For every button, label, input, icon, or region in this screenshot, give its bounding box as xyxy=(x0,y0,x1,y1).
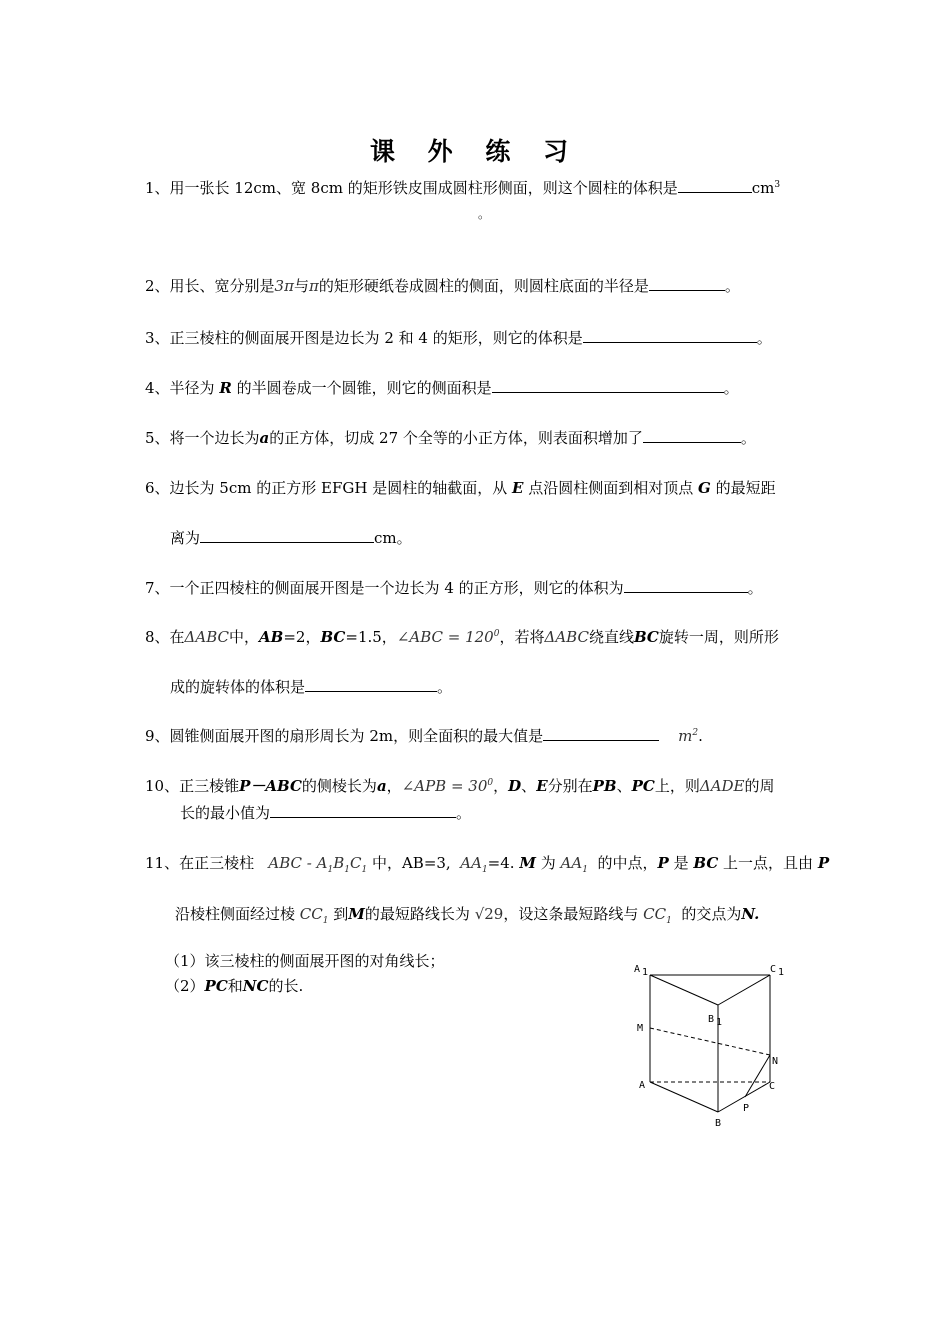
label-b: B xyxy=(715,1118,722,1129)
q10-text-8: 的周 xyxy=(744,777,775,795)
q5-text-post: 的正方体，切成 27 个全等的小正方体，则表面积增加了 xyxy=(269,429,643,447)
label-p: P xyxy=(743,1103,750,1114)
question-3 xyxy=(145,327,772,348)
q10-text-7: 上，则 xyxy=(654,777,700,795)
q10-var-a: a xyxy=(376,777,387,795)
q2-math-b: π xyxy=(308,277,319,295)
q11-sub2-and: 和 xyxy=(227,977,243,995)
question-4 xyxy=(145,377,739,398)
q9-unit: m xyxy=(678,727,693,745)
q8-math-degree: 0 xyxy=(493,629,500,639)
label-a1-sub: 1 xyxy=(642,967,649,978)
q10-text-3: ， xyxy=(493,777,509,795)
q8-math-triangle-2: ΔABC xyxy=(544,628,589,646)
q8-text-3: =1.5， xyxy=(345,628,397,646)
q8-text: 8、在 xyxy=(145,628,185,646)
q11-math-sqrt: √29 xyxy=(474,905,504,923)
label-b1-sub: 1 xyxy=(716,1017,723,1028)
page-title: 课 外 练 习 xyxy=(369,137,581,166)
q3-text: 3、正三棱柱的侧面展开图是边长为 2 和 4 的矩形，则它的体积是 xyxy=(145,329,583,347)
question-2 xyxy=(145,275,740,296)
q11-line2-text-e: 的交点为 xyxy=(681,905,742,923)
question-10 xyxy=(145,775,775,796)
q6-line2-text: 离为 xyxy=(170,529,201,547)
q10-var-pyramid: P－ABC xyxy=(239,777,302,795)
q4-var-r: R xyxy=(219,379,232,397)
q11-math-c1: C xyxy=(349,854,362,872)
q1-blank xyxy=(678,177,752,193)
q8-var-ab: AB xyxy=(259,628,284,646)
q6-text-post: 的最短距 xyxy=(715,479,776,497)
q4-end: 。 xyxy=(723,379,739,397)
q10-math-degree: 0 xyxy=(487,778,494,788)
q5-text: 5、将一个边长为 xyxy=(145,429,260,447)
q7-blank xyxy=(624,577,748,593)
label-c: C xyxy=(769,1081,776,1092)
edge-ab xyxy=(650,1082,718,1112)
q8-end: 。 xyxy=(437,678,453,696)
q11-text-6: 上一点，且由 xyxy=(723,854,814,872)
label-c1: C xyxy=(770,964,777,975)
label-n: N xyxy=(772,1056,779,1067)
q11-sub-6: 1 xyxy=(322,916,329,926)
q1-unit-sup: 3 xyxy=(774,180,781,190)
label-c1-sub: 1 xyxy=(778,967,785,978)
q11-subquestion-1: （1）该三棱柱的侧面展开图的对角线长； xyxy=(165,952,445,970)
q11-line2-text-c: 的最短路线长为 xyxy=(364,905,470,923)
q11-sub-3: 1 xyxy=(361,865,368,875)
q6-text-mid: 点沿圆柱侧面到相对顶点 xyxy=(528,479,694,497)
q8-text-6: 旋转一周，则所形 xyxy=(658,628,779,646)
q3-end: 。 xyxy=(756,329,772,347)
q10-math-triangle: ΔADE xyxy=(699,777,745,795)
q8-blank xyxy=(305,676,437,692)
path-mn xyxy=(650,1028,770,1055)
q2-text-and: 与 xyxy=(293,277,309,295)
q11-text-5: 是 xyxy=(673,854,689,872)
q7-end: 。 xyxy=(747,579,763,597)
q10-math-angle: ∠APB = 30 xyxy=(401,777,488,795)
q11-math-cc1-2: CC xyxy=(643,905,667,923)
q11-line2-text-d: ，设这条最短路线与 xyxy=(503,905,639,923)
q10-var-d: D xyxy=(508,777,522,795)
q8-var-bc-2: BC xyxy=(633,628,659,646)
q3-blank xyxy=(583,327,757,343)
q11-math-aa1: AA xyxy=(460,854,482,872)
q10-blank xyxy=(270,802,456,818)
q10-end: 。 xyxy=(456,804,472,822)
q7-text: 7、一个正四棱柱的侧面展开图是一个边长为 4 的正方形，则它的体积为 xyxy=(145,579,624,597)
q11-math-cc1: CC xyxy=(299,905,323,923)
q11-math-aa1-2: AA xyxy=(560,854,583,872)
q10-text-5: 分别在 xyxy=(547,777,593,795)
q8-text-4: ，若将 xyxy=(499,628,545,646)
q10-text-4: 、 xyxy=(521,777,537,795)
q11-var-m: M xyxy=(519,854,536,872)
label-a1: A xyxy=(634,964,641,975)
q11-text-4: 的中点， xyxy=(597,854,658,872)
q6-var-e: E xyxy=(512,479,524,497)
q11-var-p: P xyxy=(657,854,669,872)
q11-var-nc: NC xyxy=(242,977,269,995)
question-9 xyxy=(145,725,703,746)
question-8-line-2 xyxy=(170,676,452,697)
q11-text: 11、在正三棱柱 xyxy=(145,854,255,872)
q4-text-post: 的半圆卷成一个圆锥，则它的侧面积是 xyxy=(236,379,492,397)
question-10-line-2 xyxy=(180,802,471,823)
question-8 xyxy=(145,626,779,647)
question-7 xyxy=(145,577,763,598)
q11-subquestion-2 xyxy=(165,975,303,996)
path-np xyxy=(745,1055,770,1097)
q4-text: 4、半径为 xyxy=(145,379,215,397)
q2-blank xyxy=(649,275,725,291)
q10-var-e: E xyxy=(536,777,548,795)
q5-blank xyxy=(643,427,741,443)
q2-text: 2、用长、宽分别是 xyxy=(145,277,275,295)
q10-text-2: ， xyxy=(386,777,402,795)
prism-figure xyxy=(630,960,790,1140)
question-11 xyxy=(145,852,829,875)
question-6-line-2 xyxy=(170,527,412,548)
label-m: M xyxy=(637,1023,644,1034)
q5-var-a: a xyxy=(259,429,270,447)
q11-sub2-prefix: （2） xyxy=(165,977,205,995)
q8-var-bc: BC xyxy=(320,628,346,646)
q2-math-a: 3π xyxy=(274,277,294,295)
q9-text: 9、圆锥侧面展开图的扇形周长为 2m，则全面积的最大值是 xyxy=(145,727,544,745)
q11-text-3: 为 xyxy=(540,854,556,872)
q11-sub-4: 1 xyxy=(481,865,488,875)
q11-line2-text-b: 到 xyxy=(333,905,349,923)
q11-line2-text-a: 沿棱柱侧面经过棱 xyxy=(175,905,296,923)
q8-math-angle: ∠ABC = 120 xyxy=(396,628,494,646)
q11-var-m-2: M xyxy=(348,905,365,923)
q11-math-b1: B xyxy=(333,854,345,872)
question-1 xyxy=(145,177,780,198)
q9-end: . xyxy=(698,727,703,745)
q6-blank xyxy=(200,527,374,543)
q10-line2-text: 长的最小值为 xyxy=(180,804,271,822)
q10-text: 10、正三棱锥 xyxy=(145,777,240,795)
edge-c1b1 xyxy=(718,975,770,1005)
q8-text-1: 中， xyxy=(229,628,260,646)
q10-var-pb: PB xyxy=(592,777,617,795)
q11-sub2-post: 的长. xyxy=(268,977,304,995)
q8-text-2: =2， xyxy=(283,628,321,646)
q11-var-bc: BC xyxy=(693,854,719,872)
question-5 xyxy=(145,427,756,448)
q1-text: 1、用一张长 12cm、宽 8cm 的矩形铁皮围成圆柱形侧面，则这个圆柱的体积是 xyxy=(145,179,678,197)
q11-var-n: N. xyxy=(741,905,760,923)
q11-sub-5: 1 xyxy=(582,865,588,875)
q10-var-pc: PC xyxy=(631,777,655,795)
label-b1: B xyxy=(708,1014,715,1025)
q10-text-6: 、 xyxy=(616,777,632,795)
q5-end: 。 xyxy=(740,429,756,447)
q11-sub-2: 1 xyxy=(344,865,350,875)
q11-var-p-2: P xyxy=(817,854,830,872)
question-6 xyxy=(145,477,776,498)
q11-sub-7: 1 xyxy=(666,916,672,926)
q8-text-5: 绕直线 xyxy=(588,628,634,646)
q2-text-post: 的矩形硬纸卷成圆柱的侧面，则圆柱底面的半径是 xyxy=(318,277,649,295)
q6-var-g: G xyxy=(698,479,711,497)
q4-blank xyxy=(492,377,724,393)
q6-unit: cm。 xyxy=(374,529,412,547)
q8-math-triangle: ΔABC xyxy=(184,628,229,646)
q9-unit-sup: 2 xyxy=(692,728,699,738)
question-11-line-2 xyxy=(175,903,759,926)
q1-end: 。 xyxy=(478,207,491,221)
q11-var-pc: PC xyxy=(204,977,228,995)
q2-end: 。 xyxy=(724,277,740,295)
q11-text-1: 中，AB=3, xyxy=(371,854,451,872)
q11-text-2: =4. xyxy=(487,854,515,872)
q11-math-prism: ABC - A xyxy=(268,854,328,872)
q8-line2-text: 成的旋转体的体积是 xyxy=(170,678,306,696)
q6-text: 6、边长为 5cm 的正方形 EFGH 是圆柱的轴截面，从 xyxy=(145,479,508,497)
q9-blank xyxy=(543,725,659,741)
q10-text-1: 的侧棱长为 xyxy=(301,777,377,795)
q1-unit: cm xyxy=(751,179,775,197)
label-a: A xyxy=(639,1080,646,1091)
edge-a1b1 xyxy=(650,975,718,1005)
q11-sub-1: 1 xyxy=(327,865,334,875)
